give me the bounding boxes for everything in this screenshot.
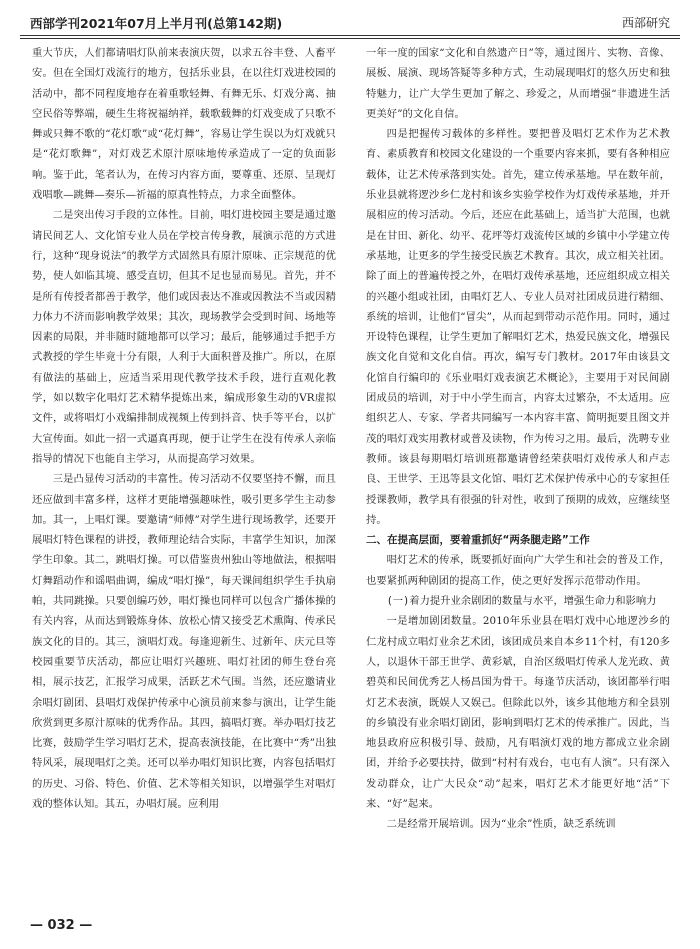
right-column (366, 43, 670, 835)
paragraph: 二是突出传习手段的立体性。目前，唱灯进校园主要是通过邀请民间艺人、文化馆专业人员在学校言传身教，展演示范的方式进行，这种“现身说法”的教学方式固然具有原汁原味、正宗规范的优势，使人如临其境、感受直切，但其不足也显而易见。首先，并不是所有传授者都善于教学，他们或因表达不准或因教法不当或因精力体力不济而影响教学效果；其次，现场教学会受到时间、场地等因素的局限，并非随时随地都可以学习；最后，能够通过手把手方式教授的学生毕竟十分有限，人利于大面积普及推广。所以，在原有做法的基础上，应适当采用现代教学技术手段，进行直观化教学，如以数字化唱灯艺术精华提炼出来，编成形象生动的VR虚拟文件，或将唱灯小戏编排制成视频上传到抖音、快手等平台，以扩大宣传面。如此一招一式逼真再现，便于让学生在没有传承人亲临指导的情况下也能自主学习，从而提高学习效果。 (32, 209, 336, 465)
paragraph: 四是把握传习载体的多样性。要把普及唱灯艺术作为艺术教育、素质教育和校园文化建设的一个重要内容来抓，要有各种相应载体，让艺术传承落到实处。首先，建立传承基地。早在数年前，乐业县就将逻沙乡仁龙村和该乡实验学校作为灯戏传承基地，并开展相应的传习活动。今后，还应在此基础上，适当扩大范围，也就是在甘田、新化、幼平、花坪等灯戏流传区域的乡镇中小学建立传承基地，让更多的学生接受民族艺术教育。其次，成立相关社团。除了面上的普遍传授之外，在唱灯戏传承基地，还应组织成立相关的兴趣小组或社团，由唱灯艺人、专业人员对社团成员进行精细、系统的培训，让他们“冒尖”，从而起到带动示范作用。同时，通过开设特色课程，让学生更加了解唱灯艺术，热爱民族文化，增强民族文化自觉和文化自信。再次，编写专门教材。2017年由该县文化馆自行编印的《乐业唱灯戏表演艺术概论》，主要用于对民间剧团成员的培训，对于中小学生而言，内容太过繁杂，不太适用。应组织艺人、专家、学者共同编写一本内容丰富、简明扼要且图文并茂的唱灯戏实用教材或普及读物，作为传习之用。最后，洗聘专业教师。该县每期唱灯培训班都邀请曾经荣获唱灯戏传承人和卢志良、王世学、王迅等县文化馆、唱灯艺术保护传承中心的专家担任授课教师，教学具有很强的针对性，收到了预期的成效，应继续坚持。 (366, 128, 670, 526)
paragraph: 二是经常开展培训。因为“业余”性质，缺乏系统训 (386, 818, 616, 831)
paragraph: 重大节庆，人们都请唱灯队前来表演庆贺，以求五谷丰登、人畜平安。但在全国灯戏流行的地方，包括乐业县，在以往灯戏进校园的活动中，都不同程度地存在着重歌轻舞、有舞无乐、灯戏分离、抽空民俗等弊端，硬生生将祝福纳祥，载歌载舞的灯戏变成了只歌不舞或只舞不歌的“花灯歌”或“花灯舞”，容易让学生误以为灯戏就只是“花灯歌舞”，对灯戏艺术原汁原味地传承造成了一定的负面影响。鉴于此，笔者认为，在传习内容方面，要尊重、还原、呈现灯戏唱歌—跳舞—奏乐—祈福的原真性特点，力求全面整体。 (32, 47, 336, 202)
header-rule-thick (20, 35, 680, 36)
subsection-heading: (一)着力提升业余剧团的数量与水平，增强生命力和影响力 (386, 595, 657, 608)
paragraph: 一是增加剧团数量。2010年乐业县在唱灯戏中心地逻沙乡的仁龙村成立唱灯业余艺术团，该团成员来自本乡11个村，有120多人，以退休干部王世学、黄彩斌，自治区级唱灯传承人龙光政、黄碧英和民间优秀艺人杨昌国为骨干。每逢节庆活动，该团都举行唱灯艺术表演，既娱人又娱己。但除此以外，该乡其他地方和全县别的乡镇没有业余唱灯剧团，影响到唱灯艺术的传承推广。因此，当地县政府应积极引导、鼓励，凡有唱演灯戏的地方都成立业余剧团，并给予必要扶持，做到“村村有戏台，屯屯有人演”。只有深入发动群众，让广大民众“动”起来，唱灯艺术才能更好地“活”下来、“好”起来。 (366, 615, 670, 810)
paragraph: 唱灯艺术的传承，既要抓好面向广大学生和社会的普及工作，也要紧抓两种剧团的提高工作，使之更好发挥示范带动作用。 (366, 554, 670, 587)
header-rule-thin (20, 38, 680, 39)
paragraph: 一年一度的国家“文化和自然遗产日”等，通过图片、实物、音像、展板、展演、现场答疑等多种方式，生动展现唱灯的悠久历史和独特魅力，让广大学生更加了解之、珍爱之，从而增强“非遗进生活更美好”的文化自信。 (366, 47, 670, 120)
section-heading: 二、在提高层面，要着重抓好“两条腿走路”工作 (366, 534, 590, 547)
left-column (32, 43, 336, 814)
journal-title: 西部学刊2021年07月上半月刊(总第142期) (30, 16, 283, 31)
page-header (20, 0, 680, 34)
page-number: — 032 — (30, 918, 93, 933)
paragraph: 三是凸显传习活动的丰富性。传习活动不仅要坚持不懈，而且还应做到丰富多样，这样才更能增强趣味性，吸引更多学生主动参加。其一，上唱灯课。要邀请“师傅”对学生进行现场教学，还要开展唱灯特色课程的讲授，教师理论结合实际，丰富学生知识，加深学生印象。其二，跳唱灯操。可以借鉴贵州独山等地做法，根据唱灯舞蹈动作和谣唱曲调，编成“唱灯操”，每天课间组织学生手执扇帕，共同跳操。只要创编巧妙，唱灯操也同样可以包含广播体操的有关内容，从而达到锻炼身体、放松心情又接受艺术熏陶、传承民族文化的目的。其三，演唱灯戏。每逢迎新生、过新年、庆元旦等校园重要节庆活动，都应让唱灯兴趣班、唱灯社团的师生登台亮相，展示技艺，汇报学习成果，活跃艺术气围。当然，还应邀请业余唱灯剧团、县唱灯戏保护传承中心演员前来参与演出，让学生能欣赏到更多原汁原味的优秀作品。其四，搞唱灯赛。举办唱灯技艺比赛，鼓励学生学习唱灯艺术，提高表演技能，在比赛中“秀”出独特风采，展现唱灯之美。还可以举办唱灯知识比赛，内容包括唱灯的历史、习俗、特色、价值、艺术等相关知识，以增强学生对唱灯戏的整体认知。其五，办唱灯展。应利用 (32, 473, 336, 810)
section-title: 西部研究 (621, 16, 670, 30)
